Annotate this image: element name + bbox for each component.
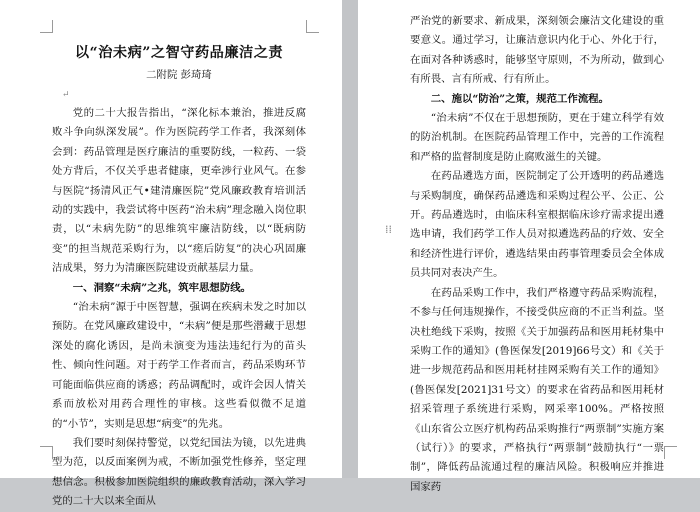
document-page-left — [0, 0, 342, 508]
crop-mark-top-left — [40, 20, 53, 33]
section-2-paragraph-1: “治未病”不仅在于思想预防，更在于建立科学有效的防治机制。在医院药品管理工作中，完善的工作流程和严格的监督制度是防止腐败滋生的关键。 — [410, 112, 664, 163]
intro-paragraph: 党的二十大报告指出，“深化标本兼治，推进反腐败斗争向纵深发展”。作为医院药学工作者，我深刻体会到：药品管理是医疗廉洁的重要防线，一粒药、一袋处方背后，不仅关乎患者健康，更牵涉行业风气。在参与医院“扬清风正气•建清廉医院”党风廉政教育培训活动的实践中，我尝试将中医药“治未病”理念融入岗位职责，以“未病先防”的思维筑牢廉洁防线，以“既病防变”的担当规范采购行为，以“瘥后防复”的决心巩固廉洁成果，努力为清廉医院建设贡献基层力量。 — [52, 107, 306, 275]
continued-paragraph: 严治党的新要求、新成果，深刻领会廉洁文化建设的重要意义。通过学习，让廉洁意识内化于心、外化于行，在面对各种诱惑时，能够坚守原则，不为所动，做到心有所畏、言有所戒、行有所止。 — [410, 15, 664, 86]
crop-mark-top-right — [306, 20, 319, 33]
section-1-heading: 一、洞察“未病”之兆，筑牢思想防线。 — [72, 281, 251, 294]
text-cursor-paragraph-mark: ↵ — [62, 90, 70, 100]
right-page-body[interactable] — [410, 12, 664, 497]
section-2-paragraph-2: 在药品遴选方面，医院制定了公开透明的药品遴选与采购制度，确保药品遴选和采购过程公平、公正、公开。药品遴选时，由临床科室根据临床诊疗需求提出遴选申请，我们药学工作人员对拟遴选药品的疗效、安全和经济性进行评价，遴选结果由药事管理委员会全体成员共同对表决产生。 — [410, 170, 664, 280]
section-2-heading: 二、施以“防治”之策，规范工作流程。 — [430, 92, 609, 105]
section-1-paragraph-2: 我们要时刻保持警觉，以党纪国法为镜，以先进典型为范，以反面案例为戒，不断加强党性修养，坚定理想信念。积极参加医院组织的廉政教育活动，深入学习党的二十大以来全面从 — [52, 436, 306, 508]
document-page-right — [358, 0, 700, 493]
section-1-paragraph-1: “治未病”源于中医智慧，强调在疾病未发之时加以预防。在党风廉政建设中，“未病”便是那些潜藏于思想深处的腐化诱因，是尚未演变为违法违纪行为的苗头性、倾向性问题。对于药学工作者而言，药品采购环节可能面临供应商的诱惑；药品调配时，或许会因人情关系而放松对用药合理性的审核。这些看似微不足道的“小节”，实则是思想“病变”的先兆。 — [52, 301, 306, 430]
page-gap — [342, 0, 358, 478]
document-author: 二附院 彭琦琦 — [146, 69, 212, 81]
section-2-paragraph-3: 在药品采购工作中，我们严格遵守药品采购流程，不参与任何违规操作，不接受供应商的不正当利益。坚决杜绝线下采购，按照《关于加强药品和医用耗材集中采购工作的通知》(鲁医保发[2019]66号文）和《关于进一步规范药品和医用耗材挂网采购有关工作的通知》(鲁医保发[2021]31号文）的要求在省药品和医用耗材招采管理子系统进行采购，网采率100%。严格按照《山东省公立医疗机构药品采购推行“两票制”实施方案（试行）》的要求，严格执行“两票制”鼓励执行“一票制”，降低药品流通过程的廉洁风险。积极响应并推进国家药 — [410, 286, 664, 493]
left-page-body[interactable] — [52, 42, 306, 512]
crop-mark-bottom-right — [664, 446, 677, 459]
paragraph-move-handle-icon[interactable]: ⁞⁞ — [385, 223, 392, 236]
document-title: 以“治未病”之智守药品廉洁之责 — [74, 45, 284, 61]
